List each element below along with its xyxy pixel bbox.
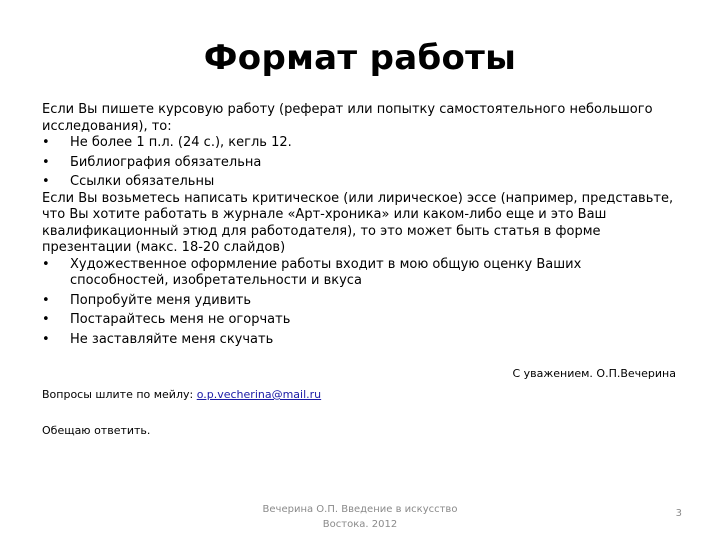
slide-body — [42, 102, 682, 348]
intro-paragraph-coursework: Если Вы пишете курсовую работу (реферат или попытку самостоятельного небольшого исследования), то: — [42, 102, 653, 134]
list-item — [42, 174, 682, 191]
footer-line: Вечерина О.П. Введение в искусство — [262, 504, 458, 515]
list-item-text: Попробуйте меня удивить — [70, 292, 252, 308]
bullet-icon: • — [42, 154, 50, 170]
bullet-icon: • — [42, 256, 50, 272]
list-item-text: Библиография обязательна — [70, 154, 262, 170]
list-item-text: Не более 1 п.л. (24 с.), кегль 12. — [70, 135, 292, 150]
footer-line: Востока. 2012 — [322, 519, 398, 530]
list-item-text: Не заставляйте меня скучать — [70, 331, 274, 347]
bullet-icon: • — [42, 135, 50, 150]
bullet-icon: • — [42, 174, 50, 189]
list-item — [42, 332, 682, 349]
slide-title: Формат работы — [203, 38, 517, 78]
signature: С уважением. О.П.Вечерина — [512, 367, 676, 380]
contact-line — [42, 388, 321, 401]
list-item — [42, 312, 682, 329]
list-item — [42, 257, 682, 290]
list-item — [42, 135, 682, 152]
bullet-icon: • — [42, 292, 50, 308]
list-item-text: Постарайтесь меня не огорчать — [70, 312, 291, 327]
contact-label: Вопросы шлите по мейлу: — [42, 388, 197, 401]
footer — [240, 502, 480, 532]
list-item — [42, 155, 682, 172]
list-item — [42, 293, 682, 310]
email-link[interactable]: o.p.vecherina@mail.ru — [196, 388, 322, 401]
intro-paragraph-essay: Если Вы возьметесь написать критическое (или лирическое) эссе (например, представьте, что Вы хотите работать в журнале «Арт-хроника» или каком-либо еще и это Ваш квалификационный этюд для работодателя), то это может быть статья в форме презентации (макс. 18-20 слайдов) — [42, 190, 674, 255]
list-item-text: Художественное оформление работы входит в мою общую оценку Ваших способностей, изобретательности и вкуса — [70, 256, 582, 288]
bullet-icon: • — [42, 331, 50, 347]
page-number: 3 — [675, 508, 682, 519]
promise-text: Обещаю ответить. — [42, 424, 151, 437]
bullet-icon: • — [42, 312, 50, 327]
list-item-text: Ссылки обязательны — [70, 174, 215, 189]
